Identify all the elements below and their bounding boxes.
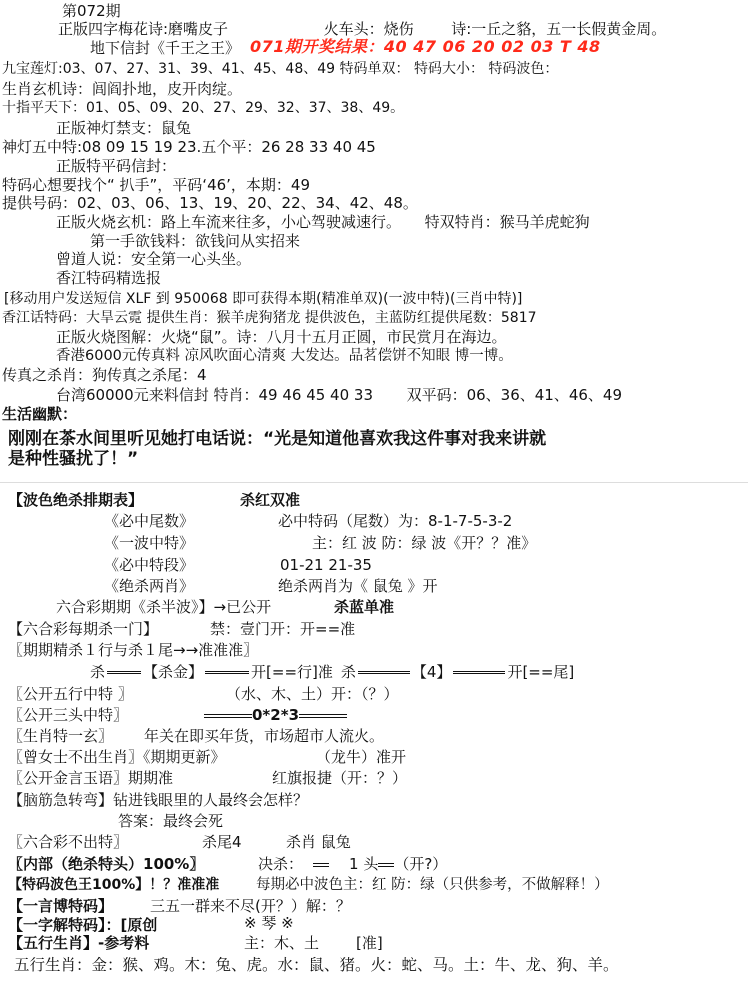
ms-zeng-value: （龙牛）准开 (316, 748, 407, 766)
draw-result-banner: 071期开奖结果：40 47 06 20 02 03 T 48 (250, 37, 601, 56)
underground-envelope: 地下信封《千王之王》 (90, 39, 241, 57)
five-element-zodiac-main: 主：木、土 (244, 934, 320, 952)
double-bar (220, 714, 236, 718)
sms-line: [移动用户发送短信 XLF 到 950068 即可获得本期(精准单双)(一波中特)(三肖中特)] (4, 291, 523, 307)
three-head-label: 〖公开三头中特〗 (8, 706, 129, 724)
pickpocket-line: 特码心想要找个“ 扒手”，平码‘46’，本期：49 (2, 176, 311, 194)
decisive-kill: 决杀： (258, 855, 304, 873)
kill-two-label: 《绝杀两肖》 (104, 577, 195, 595)
kill-tail-value: 杀尾4 (202, 833, 242, 851)
no-special-label: 〖六合彩不出特〗 (8, 833, 129, 851)
joke-line-2: 是种性骚扰了！” (8, 449, 139, 469)
one-char-label: 【一字解特码】：[原创 (8, 916, 158, 934)
one-char-value: ※ 琴 ※ (244, 914, 294, 932)
provided-numbers: 提供号码：02、03、06、13、19、20、22、34、42、48。 (2, 194, 418, 212)
five-element-label: 〖公开五行中特 〗 (8, 685, 133, 703)
five-element-zodiac-label: 【五行生肖】-参考料 (8, 934, 150, 952)
ms-zeng-label: 〖曾女士不出生肖〗《期期更新》 (8, 748, 226, 766)
one-word-bet-label: 【一言博特码】 (8, 897, 114, 915)
wave-kill-table-title: 【波色绝杀排期表】 (8, 491, 144, 509)
double-bar (236, 714, 252, 718)
kill-blue-odd: 杀蓝单准 (334, 598, 395, 616)
fire-mystery-line (56, 213, 590, 232)
one-word-bet-value: 三五一群来不尽(开？）解：？ (150, 897, 351, 915)
zodiac-poem: 生肖玄机诗：闾阎扑地，皮开肉绽。 (2, 80, 243, 98)
five-element-zodiac-list: 五行生肖：金：猴、鸡。木：兔、虎。水：鼠、猪。火：蛇、马。土：牛、龙、狗、羊。 (14, 956, 619, 974)
train-head: 火车头：烧伤 (323, 20, 414, 38)
kill-metal-row (90, 663, 574, 682)
kill-red-even: 杀红双准 (240, 491, 301, 509)
double-line (358, 671, 410, 674)
kill-label: 杀 (340, 663, 356, 681)
kill-zodiac-value: 杀肖 鼠兔 (286, 833, 351, 851)
ten-fingers-line: 十指平天下：01、05、09、20、27、29、32、37、38、49。 (2, 100, 405, 116)
forbidden-branch: 正版神灯禁支：鼠兔 (56, 119, 192, 137)
double-bar (315, 714, 331, 718)
double-line (205, 671, 249, 674)
plum-poem: 正版四字梅花诗:磨嘴皮子 (58, 20, 229, 38)
section-divider (0, 482, 748, 483)
wave-king-value: 每期必中波色主：红 防：绿（只供参考，不做解释！） (256, 877, 609, 893)
fax-kill-line: 传真之杀肖：狗传真之杀尾：4 (2, 366, 207, 384)
must-tail-value: 必中特码（尾数）为：8-1-7-5-3-2 (278, 512, 513, 530)
kill-one-door-value: 禁：壹门开：开==准 (210, 620, 356, 638)
three-head-number: 0*2*3 (252, 706, 299, 724)
taiwan-envelope-line (56, 386, 622, 405)
hk-select-report: 香江特码精选报 (56, 269, 162, 287)
open-element: 开[==行]准 (251, 663, 333, 681)
hk-fax-line: 香港6000元传真料 凉风吹面心清爽 大发达。品茗偿饼不知眼 博一博。 (56, 348, 513, 364)
special-even-zodiac: 特双特肖：猴马羊虎蛇狗 (424, 213, 590, 231)
poem-text: 诗:一丘之貉，五一长假黄金周。 (451, 20, 667, 38)
fire-diagram-line: 正版火烧图解：火烧“鼠”。诗：八月十五月正圆，市民赏月在海边。 (56, 328, 507, 346)
open-mark: （开?） (394, 855, 448, 873)
must-range-label: 《必中特段》 (104, 556, 195, 574)
three-head-value (204, 706, 347, 725)
double-bar (378, 863, 394, 867)
double-line (107, 671, 141, 674)
inner-kill-head-value (258, 855, 447, 874)
brain-teaser: 【脑筋急转弯】钻进钱眼里的人最终会怎样？ (8, 791, 309, 809)
golden-words-value: 红旗报捷（开：？） (272, 769, 408, 787)
double-bar (204, 714, 220, 718)
open-tail: 开[==尾] (507, 663, 575, 681)
must-tail-label: 《必中尾数》 (104, 512, 195, 530)
kill-label: 杀 (90, 663, 106, 681)
five-element-value: （水、木、土）开：（？） (226, 685, 399, 703)
double-bar (331, 714, 347, 718)
issue-number: 第072期 (62, 2, 121, 20)
kill-element-tail: 〖期期精杀１行与杀１尾→→准准准〗 (8, 641, 259, 659)
double-line (453, 671, 505, 674)
kill-half-wave: 六合彩期期《杀半波》】→已公开 (56, 598, 272, 616)
joke-line-1: 刚刚在茶水间里听见她打电话说：“光是知道他喜欢我这件事对我来讲就 (8, 429, 547, 449)
one-wave-label: 《一波中特》 (104, 534, 195, 552)
must-range-value: 01-21 21-35 (280, 556, 372, 574)
one-wave-value: 主：红 波 防：绿 波《开？？准》 (312, 534, 537, 552)
brain-teaser-answer: 答案：最终会死 (118, 812, 224, 830)
five-element-zodiac-accurate: [准] (356, 934, 383, 952)
kill-tail-number: 【4】 (411, 663, 452, 681)
double-bar (313, 863, 329, 867)
double-flat-numbers: 双平码：06、36、41、46、49 (406, 386, 622, 404)
first-hand-line: 第一手欲钱料：欲钱问从实招来 (90, 232, 301, 250)
double-bar (299, 714, 315, 718)
fire-mystery: 正版火烧玄机：路上车流来往多，小心驾驶减速行。 (56, 213, 402, 231)
lotus-lamp-line: 九宝莲灯:03、07、27、31、39、41、45、48、49 特码单双： 特码大小： 特码波色： (2, 61, 559, 77)
taoist-says: 曾道人说：安全第一心头坐。 (56, 250, 252, 268)
envelope-title: 正版特平码信封： (56, 157, 177, 175)
lamp-five-line: 神灯五中特:08 09 15 19 23.五个平：26 28 33 40 45 (2, 138, 376, 156)
kill-metal: 【杀金】 (143, 663, 204, 681)
kill-two-value: 绝杀两肖为《 鼠兔 》开 (278, 577, 438, 595)
hk-talk-line: 香江话特码：大旱云霓 提供生肖：猴羊虎狗猪龙 提供波色，主蓝防红提供尾数：5817 (2, 310, 537, 326)
humor-heading: 生活幽默： (2, 405, 78, 423)
zodiac-mystery-label: 〖生肖特一玄〗 (8, 727, 114, 745)
kill-one-door-label: 【六合彩每期杀一门】 (8, 620, 159, 638)
golden-words-label: 〖公开金言玉语〗期期准 (8, 769, 174, 787)
taiwan-envelope: 台湾60000元来料信封 特肖：49 46 45 40 33 (56, 386, 373, 404)
zodiac-mystery-value: 年关在即买年货，市场超市人流火。 (144, 727, 385, 745)
head-number: 1 头 (349, 855, 379, 873)
inner-kill-head-label: 〖内部（绝杀特头）100%〗 (8, 855, 205, 873)
wave-king-label: 【特码波色王100%】！？准准准 (8, 877, 220, 893)
